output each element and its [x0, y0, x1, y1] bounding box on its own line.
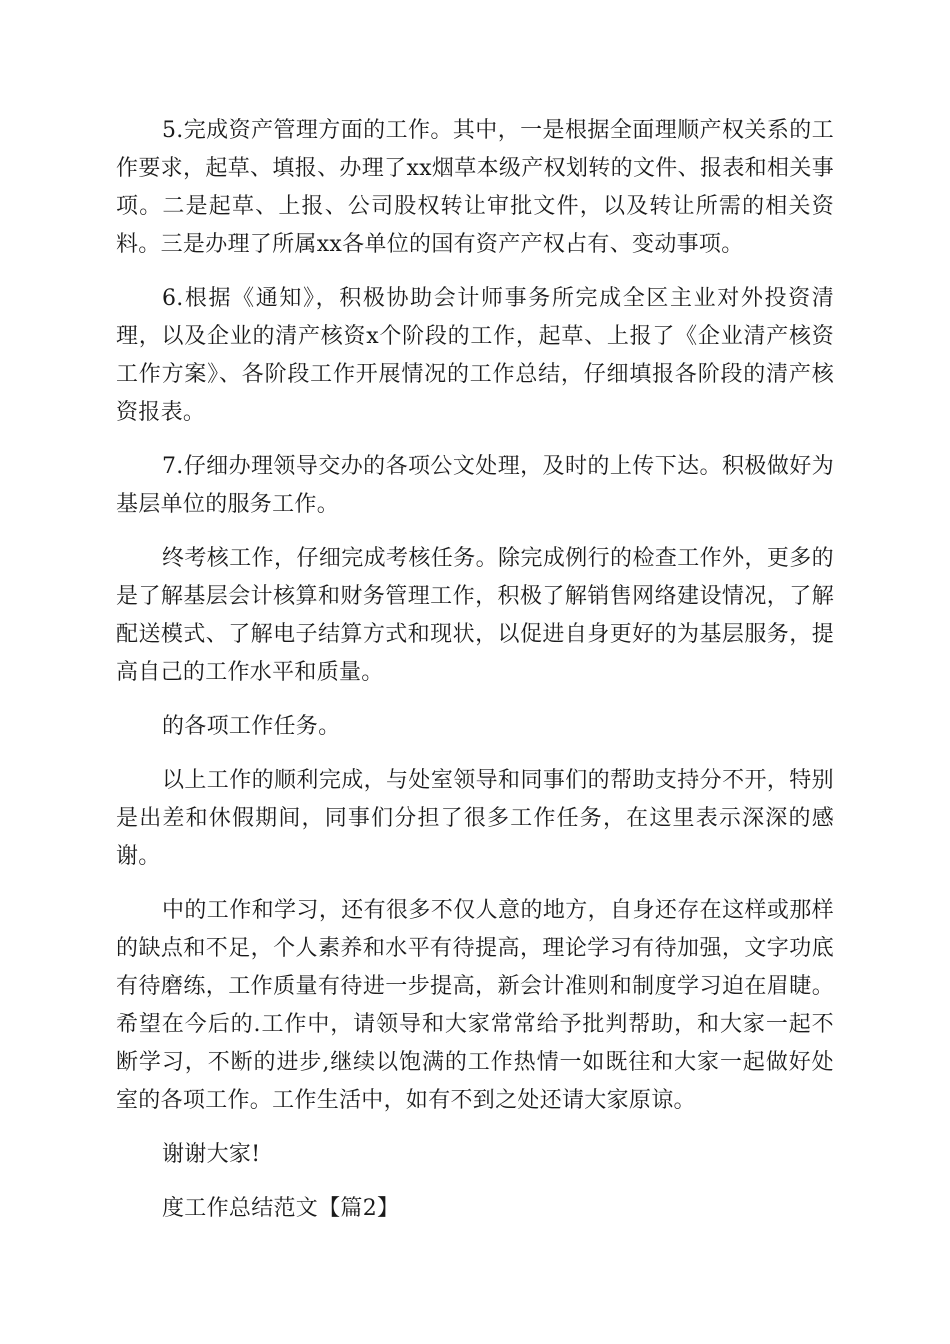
document-body [116, 112, 834, 1244]
paragraph-thanks: 谢谢大家! [162, 1142, 261, 1167]
paragraph-official-documents: 7.仔细办理领导交办的各项公文处理，及时的上传下达。积极做好为基层单位的服务工作。 [116, 454, 834, 517]
paragraph-shortcomings: 中的工作和学习，还有很多不仅人意的地方，自身还存在这样或那样的缺点和不足，个人素养和水平有待提高，理论学习有待加强，文字功底有待磨练，工作质量有待进一步提高，新会计准则和制度学习迫在眉睫。希望在今后的.工作中，请领导和大家常常给予批判帮助，和大家一起不断学习，不断的进步,继续以饱满的工作热情一如既往和大家一起做好处室的各项工作。工作生活中，如有不到之处还请大家原谅。 [116, 898, 834, 1113]
paragraph-notice-audit: 6.根据《通知》，积极协助会计师事务所完成全区主业对外投资清理，以及企业的清产核资x个阶段的工作，起草、上报了《企业清产核资工作方案》、各阶段工作开展情况的工作总结，仔细填报各阶段的清产核资报表。 [116, 286, 834, 425]
section-heading-part-2: 度工作总结范文【篇2】 [162, 1196, 400, 1221]
paragraph-acknowledgement: 以上工作的顺利完成，与处室领导和同事们的帮助支持分不开，特别是出差和休假期间，同事们分担了很多工作任务，在这里表示深深的感谢。 [116, 768, 834, 869]
paragraph-work-tasks: 的各项工作任务。 [162, 714, 341, 739]
paragraph-assessment-work: 终考核工作，仔细完成考核任务。除完成例行的检查工作外，更多的是了解基层会计核算和财务管理工作，积极了解销售网络建设情况，了解配送模式、了解电子结算方式和现状，以促进自身更好的为基层服务，提高自己的工作水平和质量。 [116, 546, 834, 685]
paragraph-asset-management: 5.完成资产管理方面的工作。其中，一是根据全面理顺产权关系的工作要求，起草、填报、办理了xx烟草本级产权划转的文件、报表和相关事项。二是起草、上报、公司股权转让审批文件，以及转让所需的相关资料。三是办理了所属xx各单位的国有资产产权占有、变动事项。 [116, 118, 834, 257]
